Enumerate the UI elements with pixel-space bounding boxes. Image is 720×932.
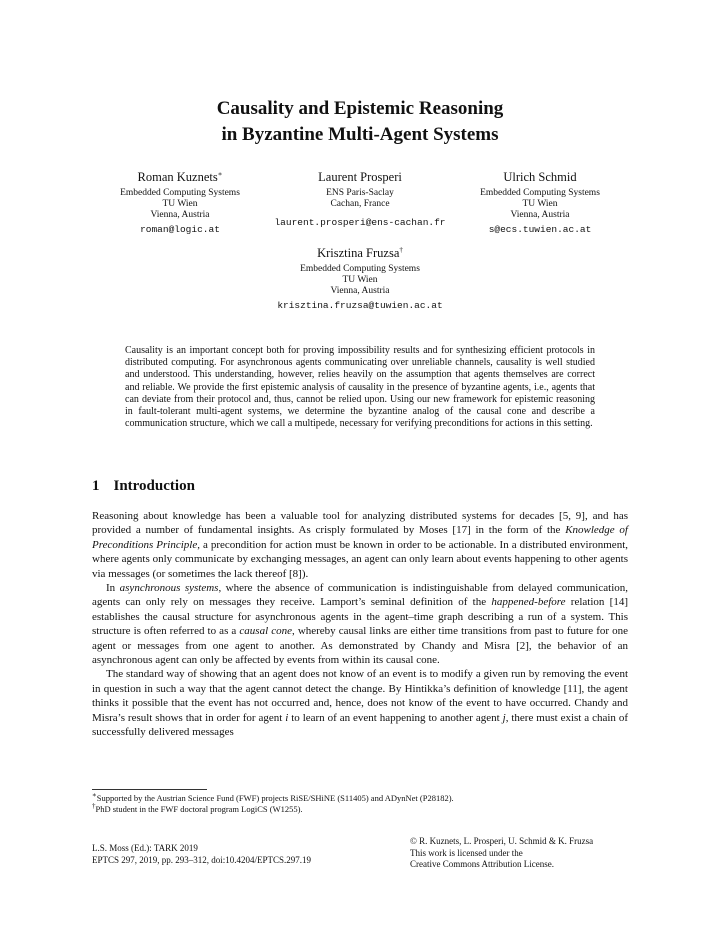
author-affiliation: TU Wien	[522, 199, 558, 209]
author-name: Roman Kuznets∗	[137, 169, 223, 184]
emphasis: j	[502, 711, 506, 724]
author-block-schmid	[440, 170, 640, 236]
footnote: ∗Supported by the Austrian Science Fund (FWF) projects RiSE/SHiNE (S11405) and ADynNet (P28182).	[92, 791, 454, 803]
paragraph: Reasoning about knowledge has been a valuable tool for analyzing distributed systems for decades [5, 9], and has provided a number of fundamental insights. As crisply formulated by Moses [17] in the form of the Knowledge of Preconditions Principle, a precondition for action must be known in order to be actionable. In a distributed environment, where agents only communicate by exchanging messages, an agent can only learn about events happening to other agents via messages (or sometimes the lack thereof [8]).	[92, 510, 628, 580]
author-affiliation: Embedded Computing Systems	[300, 264, 420, 274]
footnote-mark: †	[399, 245, 403, 254]
paragraph: In asynchronous systems, where the absence of communication is indistinguishable from delayed communication, agents can only rely on messages they receive. Lamport’s seminal definition of the happened-before relation [14] establishes the causal structure for asynchronous agents in the agent–time graph describing a run of a system. This structure is often referred to as a causal cone, whereby causal links are either time transitions from past to future for one agent or messages from one agent to another. As demonstrated by Chandy and Misra [2], the behavior of an asynchronous agent can only be affected by events from within its causal cone.	[92, 582, 629, 667]
author-block-fruzsa	[255, 246, 465, 312]
author-affiliation: Embedded Computing Systems	[480, 188, 600, 198]
footnote: †PhD student in the FWF doctoral program LogiCS (W1255).	[92, 802, 303, 814]
license-line: Creative Commons Attribution License.	[410, 859, 554, 869]
author-affiliation: Vienna, Austria	[330, 286, 390, 296]
author-block-prosperi	[255, 170, 465, 229]
section-title: Introduction	[113, 478, 195, 494]
author-affiliation: Vienna, Austria	[150, 210, 210, 220]
author-email: krisztina.fruzsa@tuwien.ac.at	[277, 300, 443, 311]
author-affiliation: Vienna, Austria	[510, 210, 570, 220]
author-block-kuznets	[80, 170, 280, 236]
author-email: s@ecs.tuwien.ac.at	[488, 224, 592, 235]
paper-title	[0, 96, 720, 148]
author-name: Ulrich Schmid	[503, 170, 577, 184]
author-email: laurent.prosperi@ens-cachan.fr	[274, 217, 446, 228]
author-affiliation: TU Wien	[342, 275, 378, 285]
body-text	[92, 509, 628, 740]
title-line-1: Causality and Epistemic Reasoning	[216, 98, 504, 119]
author-affiliation: ENS Paris-Saclay	[326, 188, 394, 198]
footnote-divider	[92, 789, 207, 790]
footnote-mark: ∗	[217, 169, 223, 178]
license-line: This work is licensed under the	[410, 847, 523, 858]
abstract: Causality is an important concept both for proving impossibility results and for synthesizing efficient protocols in distributed computing. For asynchronous agents communicating over unreliable channels, causality is well studied and understood. This understanding, however, relies heavily on the assumption that agents themselves are correct and reliable. We provide the first epistemic analysis of causality in the presence of byzantine agents, i.e., agents that can deviate from their protocol and, thus, cannot be relied upon. Using our new framework for epistemic reasoning in fault-tolerant multi-agent systems, we determine the byzantine analog of the causal cone and describe a communication structure, which we call a multipede, necessary for verifying preconditions for actions in this setting.	[125, 345, 595, 430]
copyright: © R. Kuznets, L. Prosperi, U. Schmid & K. Fruzsa	[410, 836, 594, 846]
license-info	[410, 836, 650, 871]
publication-doi: EPTCS 297, 2019, pp. 293–312, doi:10.4204/EPTCS.297.19	[92, 854, 312, 865]
section-number: 1	[92, 478, 100, 494]
author-affiliation: Embedded Computing Systems	[120, 188, 240, 198]
emphasis: asynchronous systems	[119, 582, 219, 595]
emphasis: causal cone	[239, 625, 292, 638]
title-line-2: in Byzantine Multi-Agent Systems	[221, 124, 499, 145]
author-name: Laurent Prosperi	[318, 170, 402, 184]
emphasis: i	[285, 711, 289, 724]
author-email: roman@logic.at	[140, 224, 220, 235]
publication-info	[92, 843, 382, 866]
emphasis: happened-before	[491, 596, 566, 609]
author-affiliation: Cachan, France	[330, 199, 390, 209]
emphasis: Knowledge of Preconditions Principle	[92, 524, 628, 551]
publication-editor: L.S. Moss (Ed.): TARK 2019	[92, 843, 198, 853]
section-heading	[92, 477, 195, 495]
paragraph: The standard way of showing that an agent does not know of an event is to modify a given run by removing the event in question in such a way that the agent cannot detect the change. By Hintikka’s definition of knowledge [11], the agent thinks it possible that the event has not occurred and, hence, does not know of the event to have occurred. Chandy and Misra’s result shows that in order for agent i to learn of an event happening to another agent j, there must exist a chain of successfully delivered messages	[92, 668, 628, 739]
footnotes	[92, 793, 628, 815]
author-affiliation: TU Wien	[162, 199, 198, 209]
author-name: Krisztina Fruzsa†	[317, 245, 403, 260]
